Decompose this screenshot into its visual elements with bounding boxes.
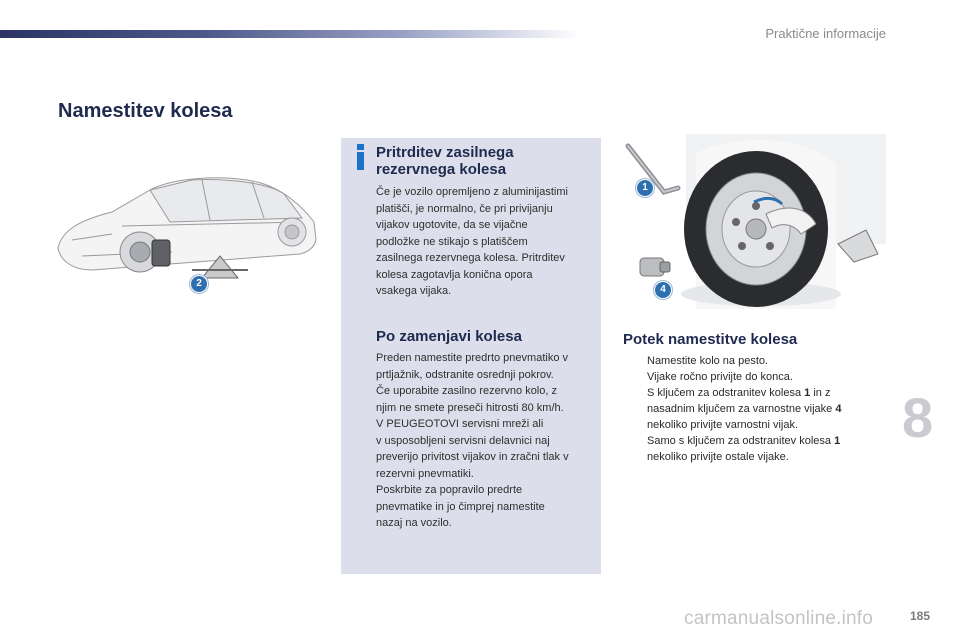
procedure-step: Samo s ključem za odstranitev kolesa 1 nekoliko privijte ostale vijake. xyxy=(647,435,841,463)
info-box xyxy=(341,138,601,574)
watermark: carmanualsonline.info xyxy=(684,608,874,629)
info-heading-spare-wheel: Pritrditev zasilnega rezervnega kolesa xyxy=(376,144,514,178)
procedure-step: Vijake ročno privijte do konca. xyxy=(647,371,793,383)
procedure-step: S ključem za odstranitev kolesa 1 in z nasadnim ključem za varnostne vijake 4 nekoliko privijte varnostni vijak. xyxy=(647,387,842,431)
info-text-spare-wheel: Če je vozilo opremljeno z aluminijastimi platišči, je normalno, če pri privijanju vijakov ugotovite, da se vijačne podložke ne stikajo s platiščem zasilnega rezervnega kolesa. Pritrditev kolesa zagotavlja konična opora vsakega vijaka. xyxy=(376,186,568,297)
info-icon xyxy=(353,144,369,172)
procedure-steps xyxy=(623,353,863,465)
badge-2: 2 xyxy=(190,275,208,293)
page-number: 185 xyxy=(910,609,931,623)
page-title: Namestitev kolesa xyxy=(58,100,233,122)
info-heading-after-change: Po zamenjavi kolesa xyxy=(376,328,522,345)
header-gradient-bar xyxy=(0,30,580,38)
badge-1: 1 xyxy=(636,179,654,197)
car-jack-illustration xyxy=(52,160,324,300)
procedure-step: Namestite kolo na pesto. xyxy=(647,355,769,367)
info-text-after-change: Preden namestite predrto pnevmatiko v prtljažnik, odstranite osrednji pokrov. Če uporabite zasilno rezervno kolo, z njim ne smete preseči hitrosti 80 km/h. V PEUGEOTOVI servisni mreži ali v usposobljeni servisni delavnici naj preverijo privitost vijakov in zračni tlak v rezervni pnevmatiki. Poskrbite za popravilo predrte pnevmatike in jo čimprej namestite nazaj na vozilo. xyxy=(376,352,569,529)
chapter-number: 8 xyxy=(902,386,934,449)
section-label: Praktične informacije xyxy=(765,26,886,41)
procedure-heading: Potek namestitve kolesa xyxy=(623,331,798,348)
badge-4: 4 xyxy=(654,281,672,299)
